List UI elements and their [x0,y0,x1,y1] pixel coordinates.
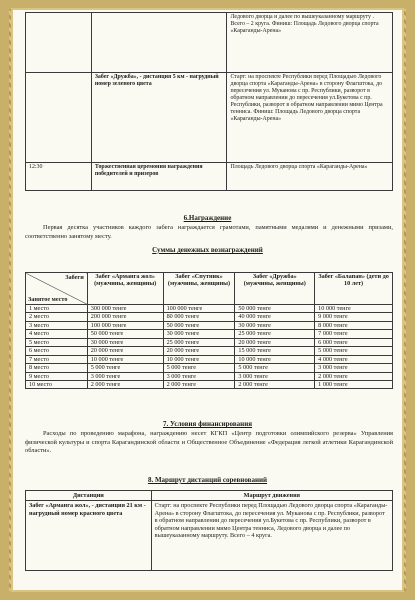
column-header: Дистанции [26,491,152,501]
column-header: Маршрут движения [151,491,392,501]
prize-cell: 8 000 тенге [315,321,393,329]
table-header-row [26,273,393,305]
table-header-row [26,491,393,501]
prize-cell: 5 000 тенге [163,364,235,372]
place-cell: 4 место [26,330,88,338]
prize-cell: 7 000 тенге [315,330,393,338]
schedule-event: Забег «Дружба», - дистанция 5 км - нагрудный номер зеленого цвета [91,73,227,163]
schedule-time: 12:30 [26,163,92,191]
prize-table-body [26,305,393,389]
route-description: Старт: на проспекте Республики перед Площадью Ледового дворца спорта «Караганды-Арена» в сторону Флагштока, до пересечения ул. Муканова с пр. Республики, разворот в обратном направлении до пересечения ул.Букетова с пр. Республики, разворот в обратном направлении мимо Центра тенниса, Ледового дворца и далее по вышеуказанному маршруту. Всего – 4 круга. [151,501,392,571]
schedule-place: Площадь Ледового дворца спорта «Караганды-Арена» [227,163,393,191]
corner-cell [26,273,88,305]
schedule-time [26,13,92,73]
prize-cell: 3 000 тенге [315,364,393,372]
prize-cell: 50 000 тенге [235,305,315,313]
prize-cell: 10 000 тенге [235,355,315,363]
prize-cell: 3 000 тенге [163,372,235,380]
column-header: Забег «Арманга жол» (мужчины, женщины) [87,273,163,305]
place-cell: 8 место [26,364,88,372]
place-cell: 9 место [26,372,88,380]
prize-cell: 25 000 тенге [163,338,235,346]
table-row [26,13,393,73]
prize-cell: 5 000 тенге [235,364,315,372]
prize-cell: 25 000 тенге [235,330,315,338]
table-row [26,163,393,191]
prize-cell: 4 000 тенге [315,355,393,363]
prize-cell: 20 000 тенге [235,338,315,346]
section-7-title: 7. Условия финансирования [162,420,253,428]
table-row [26,73,393,163]
table-row [26,330,393,338]
table-row [26,364,393,372]
section-6-title: 6.Награждение [183,214,232,222]
prize-cell: 6 000 тенге [315,338,393,346]
schedule-event [91,13,227,73]
prize-cell: 9 000 тенге [315,313,393,321]
table-row [26,380,393,388]
document-page [13,10,402,590]
prize-cell: 100 000 тенге [163,305,235,313]
table-row [26,321,393,329]
prize-cell: 20 000 тенге [163,347,235,355]
route-table [25,490,393,571]
route-distance: Забег «Арманга жол», - дистанция 21 км - нагрудный номер красного цвета [26,501,152,571]
corner-top-label: Забеги [65,274,84,281]
prize-cell: 2 000 тенге [315,372,393,380]
prize-cell: 40 000 тенге [235,313,315,321]
prize-cell: 50 000 тенге [87,330,163,338]
place-cell: 1 место [26,305,88,313]
table-row [26,372,393,380]
prize-cell: 200 000 тенге [87,313,163,321]
schedule-place: Старт: на проспекте Республики перед Площадью Ледового дворца спорта «Караганды-Арена» в сторону Флагштока, до пересечения ул. Муканова с пр. Республики, разворот в обратном направлении до пересечения ул.Букетова с пр. Республики, разворот в обратном направлении мимо Центра тенниса. Финиш: Площадь Ледового дворца спорта «Караганды-Арена» [227,73,393,163]
prize-cell: 10 000 тенге [163,355,235,363]
prize-cell: 10 000 тенге [315,305,393,313]
place-cell: 5 место [26,338,88,346]
place-cell: 10 место [26,380,88,388]
prize-cell: 30 000 тенге [87,338,163,346]
section-6-text: Первая десятка участников каждого забега награждается грамотами, памятными медалями и денежными призами, соответственно занятому месту. [25,224,393,240]
table-row [26,501,393,571]
prizes-title: Суммы денежных вознаграждений [152,246,263,254]
prize-cell: 5 000 тенге [87,364,163,372]
table-row [26,305,393,313]
prize-cell: 30 000 тенге [235,321,315,329]
table-row [26,313,393,321]
table-row [26,347,393,355]
schedule-place: Ледового дворца и далее по вышеуказанному маршруту . Всего – 2 круга. Финиш: Площадь Ледового дворца спорта «Караганды-Арена» [227,13,393,73]
prize-cell: 50 000 тенге [163,321,235,329]
column-header: Забег «Спутник» (мужчины, женщины) [163,273,235,305]
prize-cell: 100 000 тенге [87,321,163,329]
prize-cell: 30 000 тенге [163,330,235,338]
prize-cell: 3 000 тенге [235,372,315,380]
prize-cell: 2 000 тенге [235,380,315,388]
section-8-title: 8. Маршрут дистанций соревнований [147,476,268,484]
prize-cell: 2 000 тенге [163,380,235,388]
prize-cell: 5 000 тенге [315,347,393,355]
prize-cell: 20 000 тенге [87,347,163,355]
table-row [26,355,393,363]
place-cell: 3 место [26,321,88,329]
prize-cell: 3 000 тенге [87,372,163,380]
schedule-table [25,12,393,191]
table-row [26,338,393,346]
prize-cell: 1 000 тенге [315,380,393,388]
column-header: Забег «Балапан» (дети до 10 лет) [315,273,393,305]
prize-cell: 80 000 тенге [163,313,235,321]
corner-bottom-label: Занятое место [28,295,68,303]
schedule-event: Торжественная церемония награждения победителей и призеров [91,163,227,191]
schedule-time [26,73,92,163]
prize-table [25,272,393,389]
prize-cell: 15 000 тенге [235,347,315,355]
place-cell: 2 место [26,313,88,321]
prize-cell: 300 000 тенге [87,305,163,313]
prize-cell: 2 000 тенге [87,380,163,388]
place-cell: 6 место [26,347,88,355]
prize-cell: 10 000 тенге [87,355,163,363]
place-cell: 7 место [26,355,88,363]
column-header: Забег «Дружба» (мужчины, женщины) [235,273,315,305]
section-7-text: Расходы по проведению марафона, награждению несет КГКП «Центр подготовки олимпийского резерва» Управления физической культуры и спорта Карагандинской области и Общественное Объединение «Федерация легкой атлетики Карагандинской области». [25,430,393,455]
